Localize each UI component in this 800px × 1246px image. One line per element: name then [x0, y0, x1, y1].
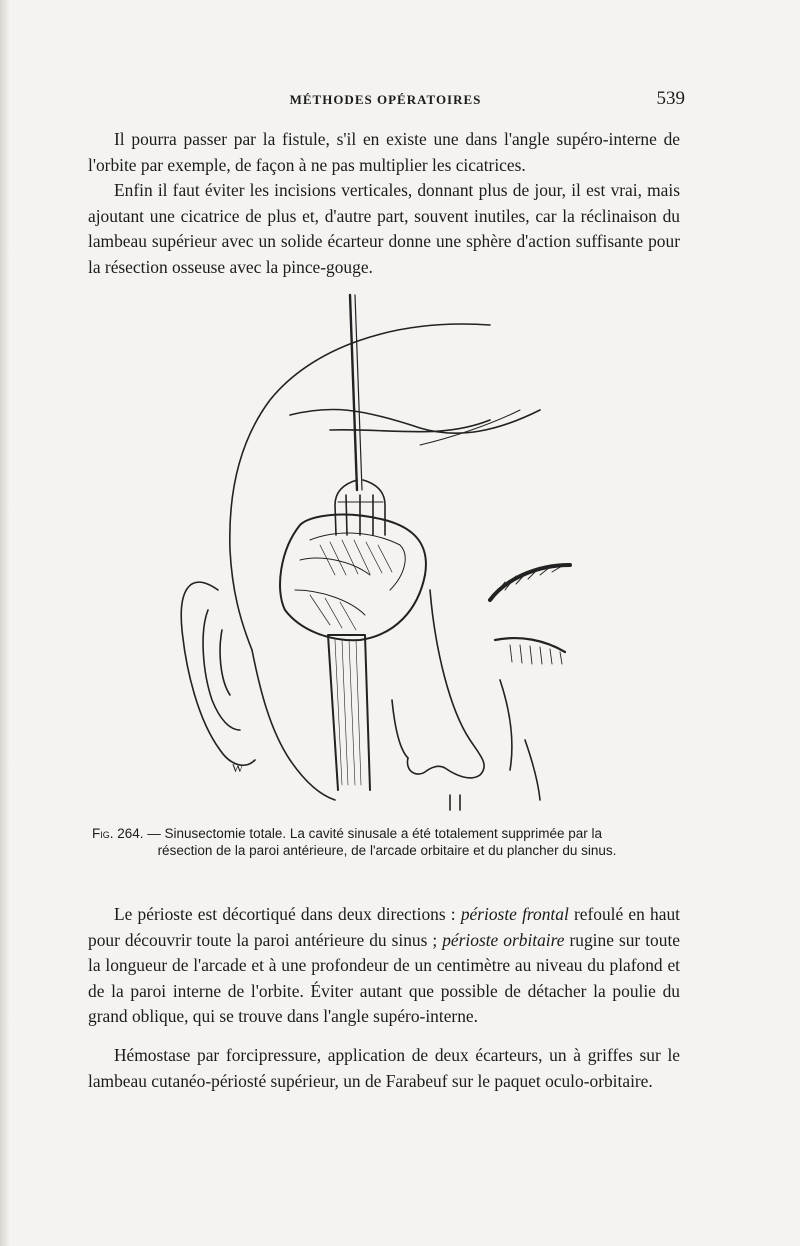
hairline-inner: [290, 409, 540, 433]
nose-outline: [407, 590, 484, 778]
running-head: [88, 88, 685, 114]
caption-line-2: résection de la paroi antérieure, de l'arcade orbitaire et du plancher du sinus.: [157, 843, 617, 858]
hairline-outline: [230, 324, 490, 650]
face-contour: [252, 650, 335, 800]
paragraph-2: Enfin il faut éviter les incisions verticales, donnant plus de jour, il est vrai, mais ajoutant une cicatrice de plus et, d'autre part, souvent inutiles, car la réclinaison du lambeau supérieur avec un solide écarteur donne une sphère d'action suffisante pour la résection osseuse avec la pince-gouge.: [88, 180, 680, 277]
artist-signature: W: [232, 761, 244, 775]
figure-label: Fig. 264. —: [92, 826, 161, 841]
farabeuf-retractor: [328, 635, 370, 790]
paragraph-3: [88, 902, 680, 1030]
p3-text-a: Le périoste est décortiqué dans deux directions :: [114, 904, 461, 924]
running-title: MÉTHODES OPÉRATOIRES: [289, 92, 482, 107]
figure-caption: [92, 825, 682, 859]
page-number: 539: [656, 88, 685, 109]
paragraph-4: Hémostase par forcipressure, application de deux écarteurs, un à griffes sur le lambeau cutanéo-périosté supérieur, un de Farabeuf sur le paquet oculo-orbitaire.: [88, 1045, 680, 1091]
page-edge: [0, 0, 10, 1246]
eyebrow: [490, 565, 570, 600]
p3-term-frontal: périoste frontal: [460, 904, 569, 924]
caption-line-1: Sinusectomie totale. La cavité sinusale a été totalement supprimée par la: [160, 826, 603, 841]
surgical-illustration: [160, 290, 590, 815]
paragraph-1: Il pourra passer par la fistule, s'il en existe une dans l'angle supéro-interne de l'orbite par exemple, de façon à ne pas multiplier les cicatrices.: [88, 129, 680, 175]
p3-text-e: rugine sur toute la longueur de l'arcade et à une profondeur de un centimètre au niveau du plafond et de la paroi interne de l'orbite. Éviter autant que possible de détacher la poulie du grand oblique, qui se trouve dans l'angle supéro-interne.: [88, 929, 680, 1026]
p3-text-c: refoulé en haut pour découvrir toute la paroi antérieure du sinus ;: [88, 904, 680, 950]
ear-outline: [181, 582, 255, 765]
p3-term-orbitaire: périoste orbitaire: [442, 929, 565, 950]
